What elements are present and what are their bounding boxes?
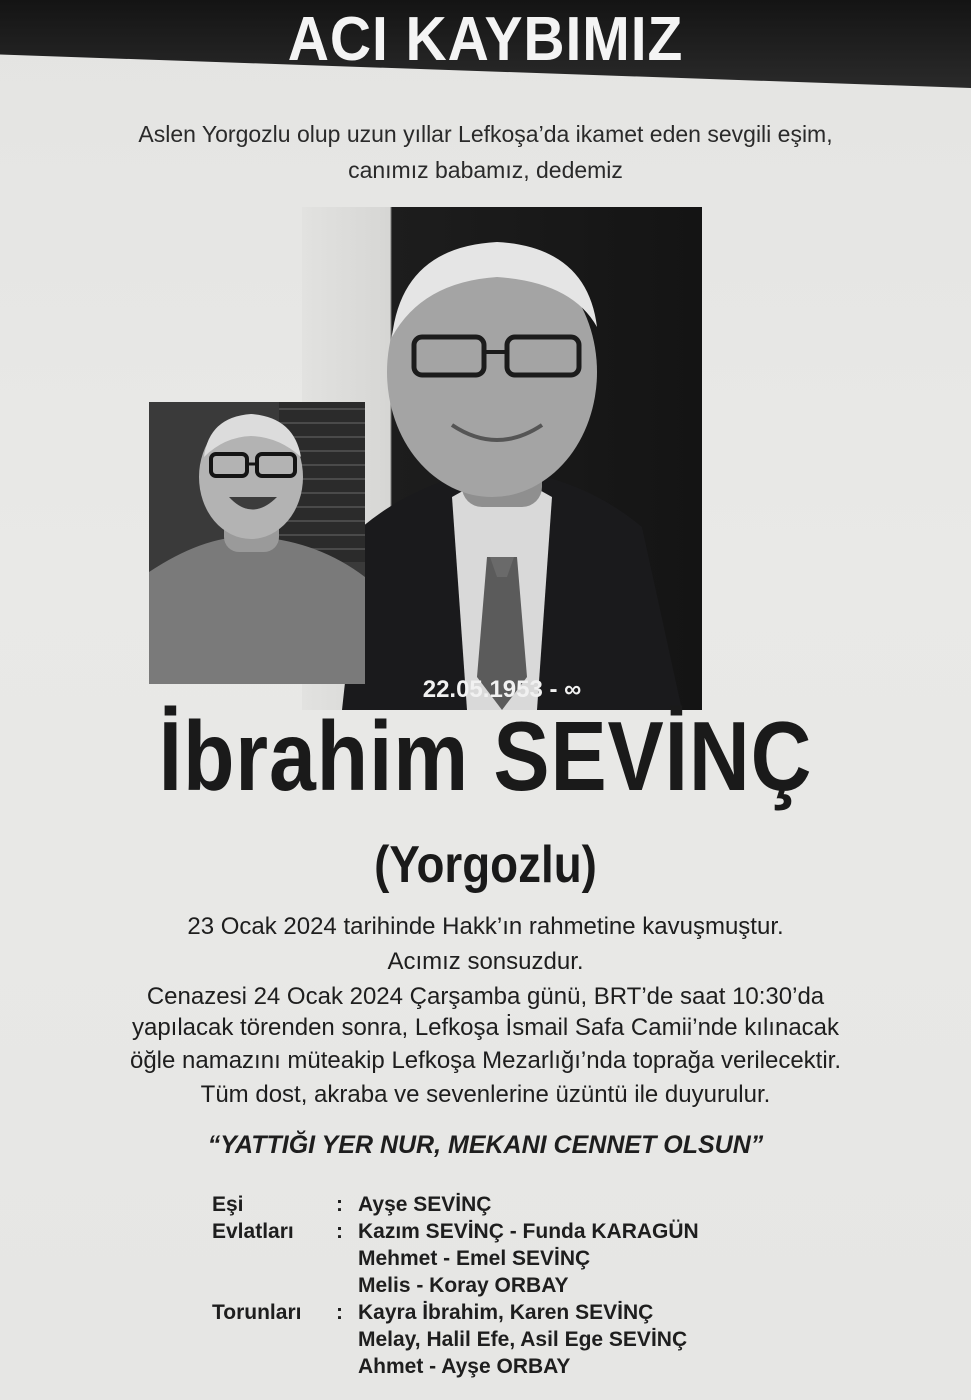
spouse-colon: : [336, 1193, 343, 1216]
children-name-2: Mehmet - Emel SEVİNÇ [358, 1247, 591, 1270]
grandchildren-label: Torunları [212, 1301, 302, 1324]
spouse-name: Ayşe SEVİNÇ [358, 1193, 492, 1216]
announcement-line-5: öğle namazını müteakip Lefkoşa Mezarlığı’nda toprağa verilecektir. [129, 1047, 842, 1074]
deceased-origin: (Yorgozlu) [374, 836, 597, 894]
intro-line-2: canımız babamız, dedemiz [348, 157, 623, 183]
announcement-line-6: Tüm dost, akraba ve sevenlerine üzüntü ile duyurulur. [200, 1081, 771, 1108]
children-colon: : [336, 1220, 343, 1243]
grandchildren-name-3: Ahmet - Ayşe ORBAY [358, 1355, 571, 1378]
children-label: Evlatları [212, 1220, 294, 1243]
announcement-line-1: 23 Ocak 2024 tarihinde Hakk’ın rahmetine kavuşmuştur. [187, 913, 784, 940]
memorial-quote: “YATTIĞI YER NUR, MEKANI CENNET OLSUN” [207, 1131, 764, 1159]
announcement-line-2: Acımız sonsuzdur. [387, 948, 584, 975]
grandchildren-colon: : [336, 1301, 343, 1324]
children-name-3: Melis - Koray ORBAY [358, 1274, 569, 1297]
life-dates: 22.05.1953 - ∞ [422, 676, 582, 703]
inset-figure [149, 402, 365, 684]
grandchildren-name-2: Melay, Halil Efe, Asil Ege SEVİNÇ [358, 1328, 688, 1351]
inset-photo [149, 402, 365, 684]
grandchildren-name-1: Kayra İbrahim, Karen SEVİNÇ [358, 1301, 654, 1324]
page-title: ACI KAYBIMIZ [287, 5, 684, 74]
spouse-label: Eşi [212, 1193, 244, 1216]
children-name-1: Kazım SEVİNÇ - Funda KARAGÜN [358, 1220, 699, 1243]
deceased-name: İbrahim SEVİNÇ [158, 701, 813, 811]
intro-line-1: Aslen Yorgozlu olup uzun yıllar Lefkoşa’da ikamet eden sevgili eşim, [138, 121, 833, 147]
announcement-line-3: Cenazesi 24 Ocak 2024 Çarşamba günü, BRT’de saat 10:30’da [146, 983, 825, 1010]
announcement-line-4: yapılacak törenden sonra, Lefkoşa İsmail Safa Camii’nde kılınacak [131, 1014, 840, 1041]
